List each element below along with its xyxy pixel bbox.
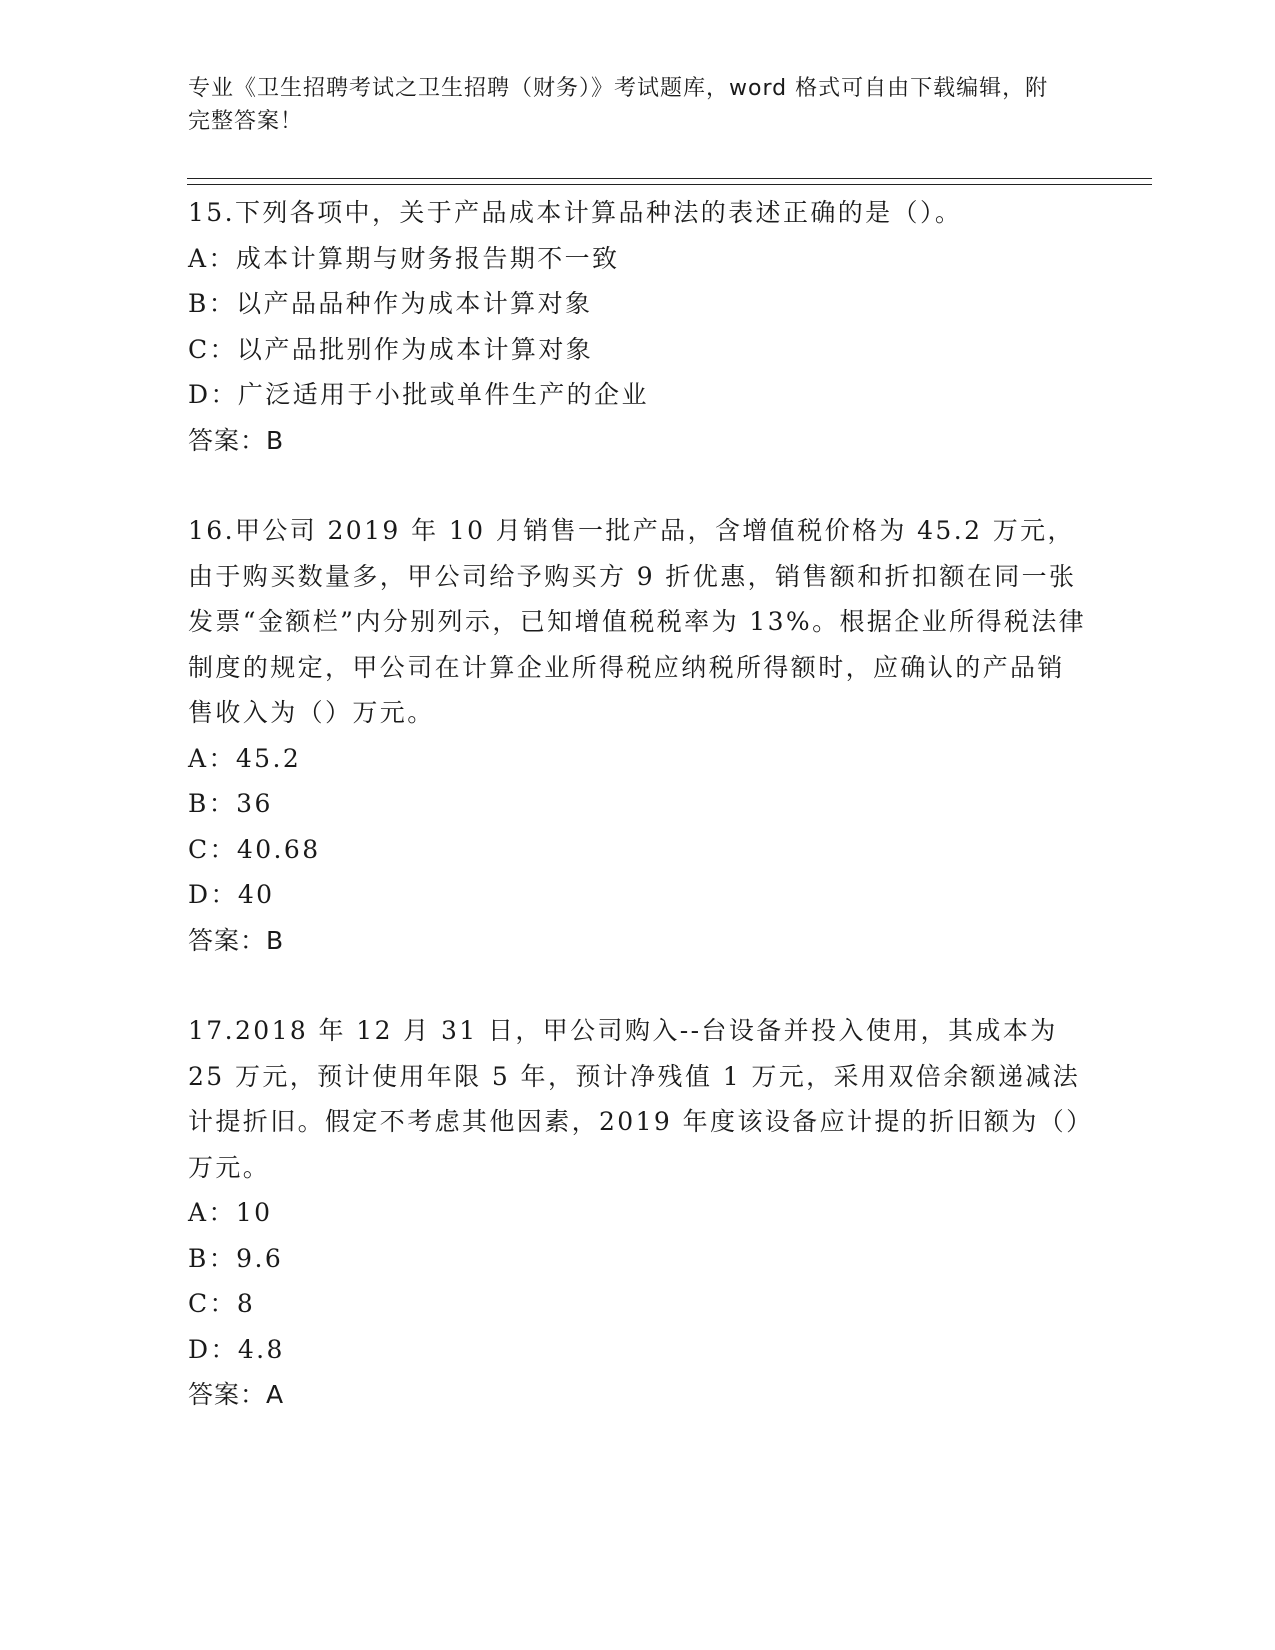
option-c: C：以产品批别作为成本计算对象	[188, 334, 594, 364]
option-d: D：广泛适用于小批或单件生产的企业	[188, 380, 649, 409]
question-15	[188, 190, 1088, 463]
question-16	[188, 508, 1088, 963]
option-c: C：8	[188, 1289, 256, 1318]
option-b: B：36	[188, 789, 273, 818]
answer-label: 答案：A	[188, 1380, 285, 1409]
answer-label: 答案：B	[188, 425, 285, 455]
answer-label: 答案：B	[188, 925, 285, 955]
option-b: B：9.6	[188, 1243, 284, 1273]
document-header	[188, 72, 1068, 138]
question-stem: 17.2018 年 12 月 31 日，甲公司购入--台设备并投入使用，其成本为 25 万元，预计使用年限 5 年，预计净残值 1 万元，采用双倍余额递减法计提折旧。假定不考虑其他因素，2019 年度该设备应计提的折旧额为（）万元。	[188, 1016, 1082, 1182]
question-list	[188, 190, 1088, 1418]
option-d: D：40	[188, 880, 275, 909]
header-text: 专业《卫生招聘考试之卫生招聘（财务）》考试题库，word 格式可自由下载编辑，附完整答案！	[188, 76, 1049, 134]
header-divider-top	[187, 178, 1152, 179]
option-c: C：40.68	[188, 834, 321, 864]
option-a: A：成本计算期与财务报告期不一致	[188, 243, 620, 273]
question-stem: 16.甲公司 2019 年 10 月销售一批产品，含增值税价格为 45.2 万元，由于购买数量多，甲公司给予购买方 9 折优惠，销售额和折扣额在同一张发票“金额栏”内分别列示，已知增值税税率为 13%。根据企业所得税法律制度的规定，甲公司在计算企业所得税应纳税所得额时，应确认的产品销售收入为（）万元。	[188, 516, 1087, 727]
header-divider-bottom	[187, 184, 1152, 185]
option-a: A：10	[188, 1198, 273, 1227]
option-b: B：以产品品种作为成本计算对象	[188, 289, 593, 318]
question-stem: 15.下列各项中，关于产品成本计算品种法的表述正确的是（）。	[188, 198, 963, 227]
option-a: A：45.2	[188, 743, 302, 773]
option-d: D：4.8	[188, 1334, 285, 1364]
question-17	[188, 1008, 1088, 1418]
